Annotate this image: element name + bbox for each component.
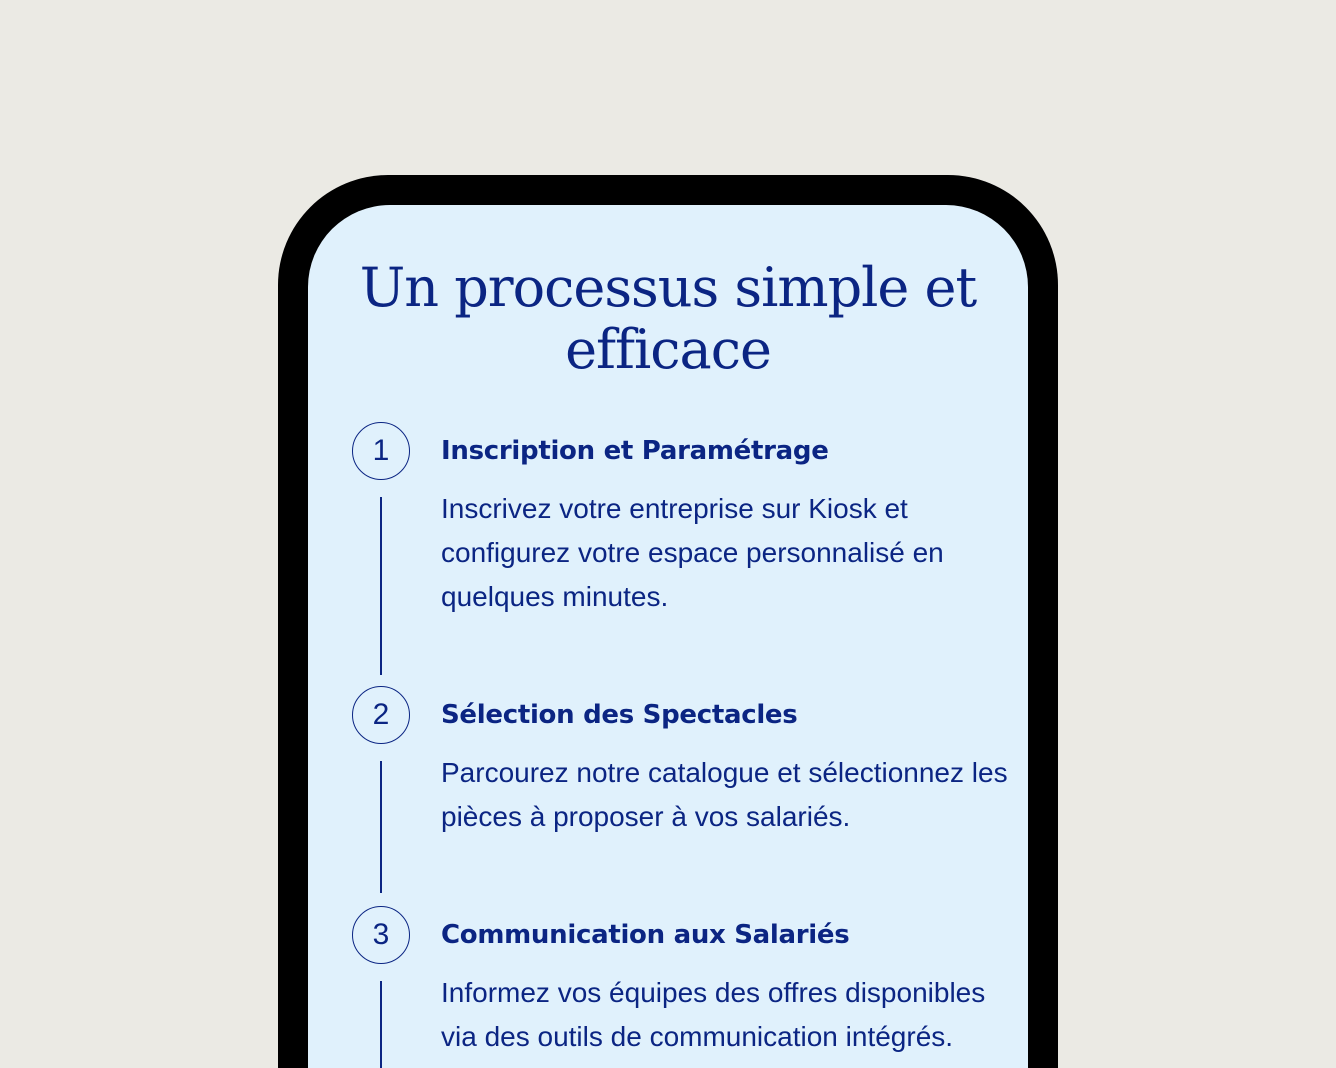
step-description: Parcourez notre catalogue et sélectionnez les pièces à proposer à vos salariés. <box>441 757 1008 832</box>
step-number-circle: 2 <box>352 686 410 744</box>
step-description: Informez vos équipes des offres disponibles via des outils de communication intégrés. <box>441 977 986 1052</box>
phone-screen[interactable] <box>308 205 1028 1068</box>
step-title: Inscription et Paramétrage <box>441 436 829 466</box>
step-number-circle: 3 <box>352 906 410 964</box>
timeline-connector <box>380 761 382 893</box>
step-title: Communication aux Salariés <box>441 920 850 950</box>
step-description: Inscrivez votre entreprise sur Kiosk et configurez votre espace personnalisé en quelques minutes. <box>441 493 944 612</box>
step-number-circle: 1 <box>352 422 410 480</box>
timeline-connector <box>380 981 382 1068</box>
step-title: Sélection des Spectacles <box>441 700 798 730</box>
phone-frame <box>278 175 1058 1068</box>
section-title: Un processus simple et efficace <box>359 256 977 381</box>
timeline-connector <box>380 497 382 675</box>
